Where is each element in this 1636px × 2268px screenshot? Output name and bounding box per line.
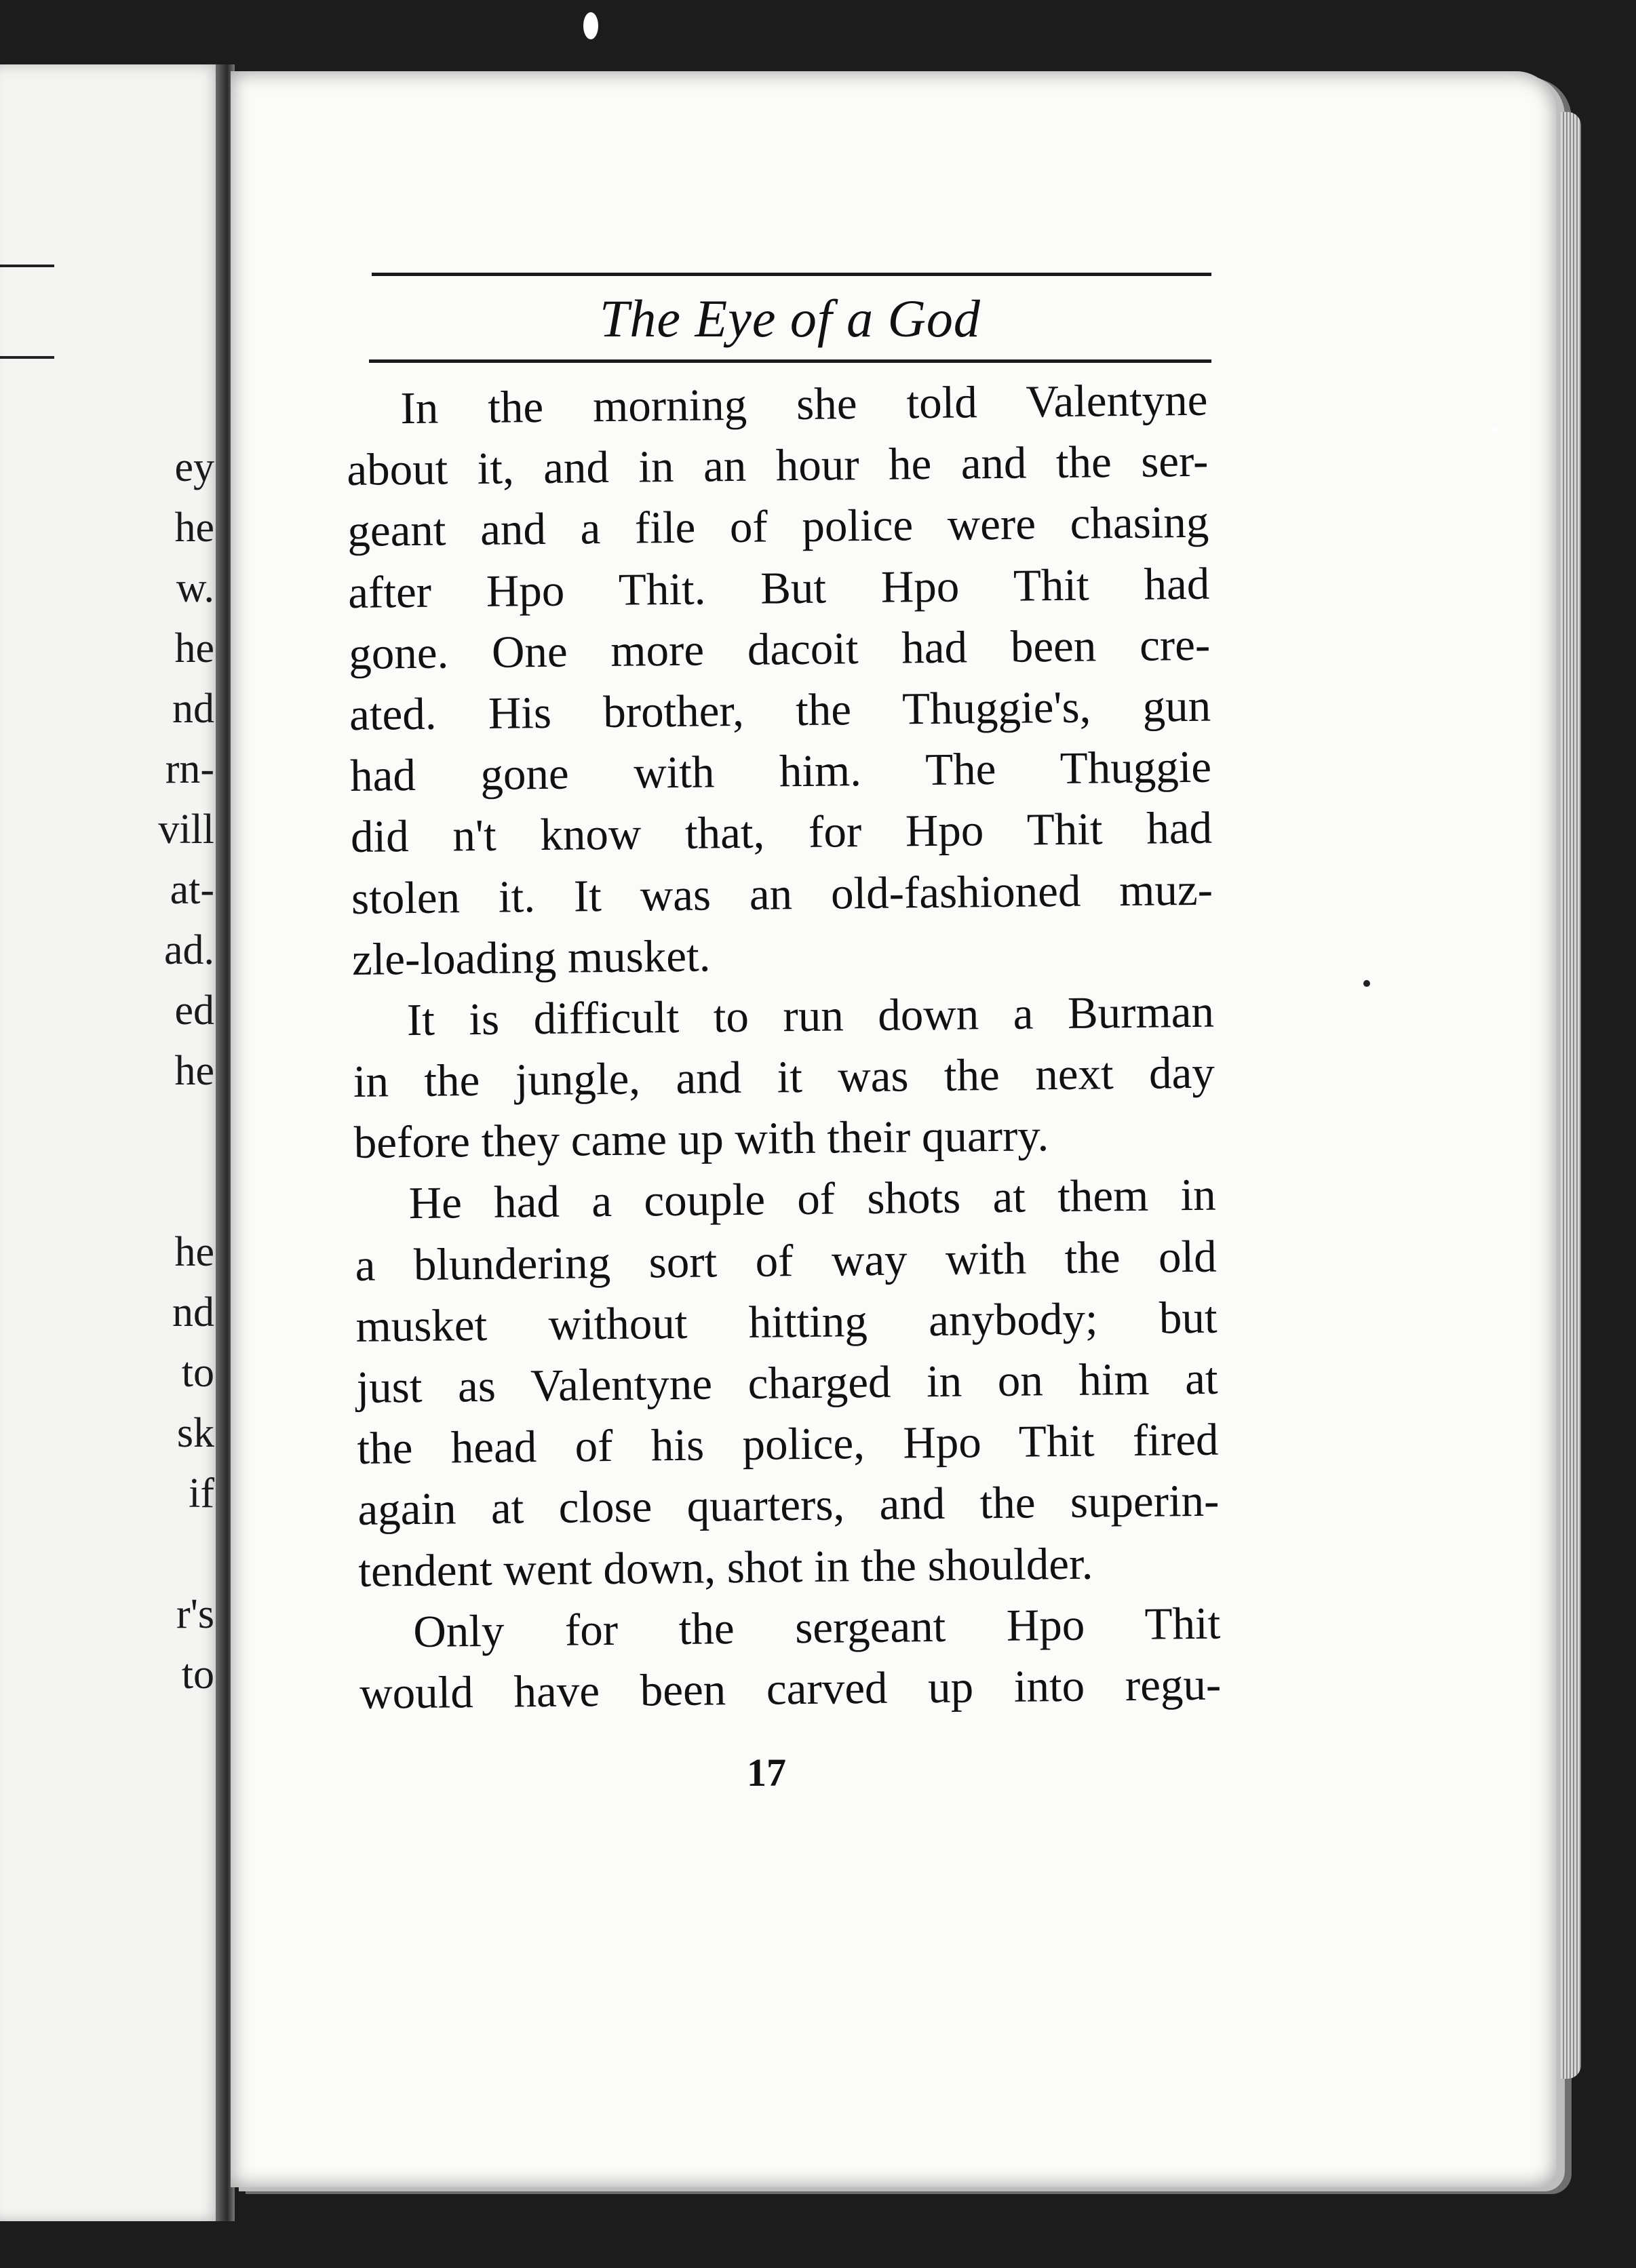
text-line: before they came up with their quarry. (353, 1110, 1049, 1169)
text-line: again at close quarters, and the superin- (357, 1475, 1220, 1536)
text-line: geant and a file of police were chasing (347, 497, 1209, 557)
left-page-fragment: to (181, 1651, 214, 1698)
scan-speck (1363, 980, 1370, 987)
left-page-fragment: nd (172, 686, 214, 732)
left-page-fragment: ad. (163, 927, 214, 973)
text-line: about it, and in an hour he and the ser- (347, 435, 1209, 496)
left-page-fragment: ed (174, 988, 214, 1034)
text-line: musket without hitting anybody; but (355, 1292, 1218, 1352)
left-page-fragment: ey (174, 444, 214, 490)
running-head: The Eye of a God (600, 289, 981, 348)
text-line: would have been carved up into regu- (359, 1659, 1222, 1719)
left-page-fragment: if (189, 1470, 214, 1517)
left-page-text-fragments (158, 437, 214, 1705)
scan-speck (583, 12, 598, 39)
left-page-fragment: he (174, 1229, 214, 1275)
text-line: did n't know that, for Hpo Thit had (350, 802, 1213, 863)
text-line: zle-loading musket. (351, 931, 711, 985)
left-page-fragment: w. (176, 565, 214, 611)
text-line: gone. One more dacoit had been cre- (348, 619, 1211, 679)
text-line: a blundering sort of way with the old (355, 1231, 1218, 1291)
text-line: had gone with him. The Thuggie (349, 741, 1212, 802)
header-rule-top (372, 273, 1211, 276)
left-page-fragment: at- (170, 867, 214, 913)
text-line: in the jungle, and it was the next day (353, 1047, 1215, 1108)
left-page-rule-bottom (0, 356, 54, 359)
text-line: ated. His brother, the Thuggie's, gun (349, 680, 1211, 740)
left-page-rule-top (0, 265, 54, 267)
left-page-fragment: r's (176, 1591, 214, 1637)
text-line: stolen it. It was an old-fashioned muz- (351, 864, 1213, 924)
page-edge (1561, 112, 1581, 2079)
text-line: Only for the sergeant Hpo Thit (412, 1598, 1221, 1657)
text-line: just as Valentyne charged in on him at (356, 1353, 1218, 1413)
left-facing-page (0, 64, 224, 2221)
page-number: 17 (747, 1751, 786, 1795)
text-line: In the morning she told Valentyne (400, 374, 1208, 434)
left-page-fragment: sk (176, 1410, 214, 1456)
left-page-fragment: to (181, 1350, 214, 1396)
left-page-fragment: rn- (165, 746, 214, 792)
header-rule-bottom (369, 359, 1211, 363)
left-page-fragment: nd (172, 1289, 214, 1335)
left-page-fragment: vill (158, 806, 214, 853)
left-page-fragment (158, 1162, 214, 1222)
text-line: It is difficult to run down a Burman (406, 986, 1215, 1045)
text-line: after Hpo Thit. But Hpo Thit had (347, 558, 1210, 618)
left-page-fragment (158, 1524, 214, 1584)
text-line: the head of his police, Hpo Thit fired (357, 1414, 1219, 1474)
text-line: He had a couple of shots at them in (408, 1170, 1217, 1229)
left-page-fragment (158, 1101, 214, 1162)
left-page-fragment: he (174, 1048, 214, 1094)
left-page-fragment: he (174, 505, 214, 551)
text-line: tendent went down, shot in the shoulder. (358, 1538, 1093, 1597)
body-text (346, 370, 1222, 1724)
scan-speck (1492, 427, 1498, 433)
left-page-fragment: he (174, 625, 214, 671)
